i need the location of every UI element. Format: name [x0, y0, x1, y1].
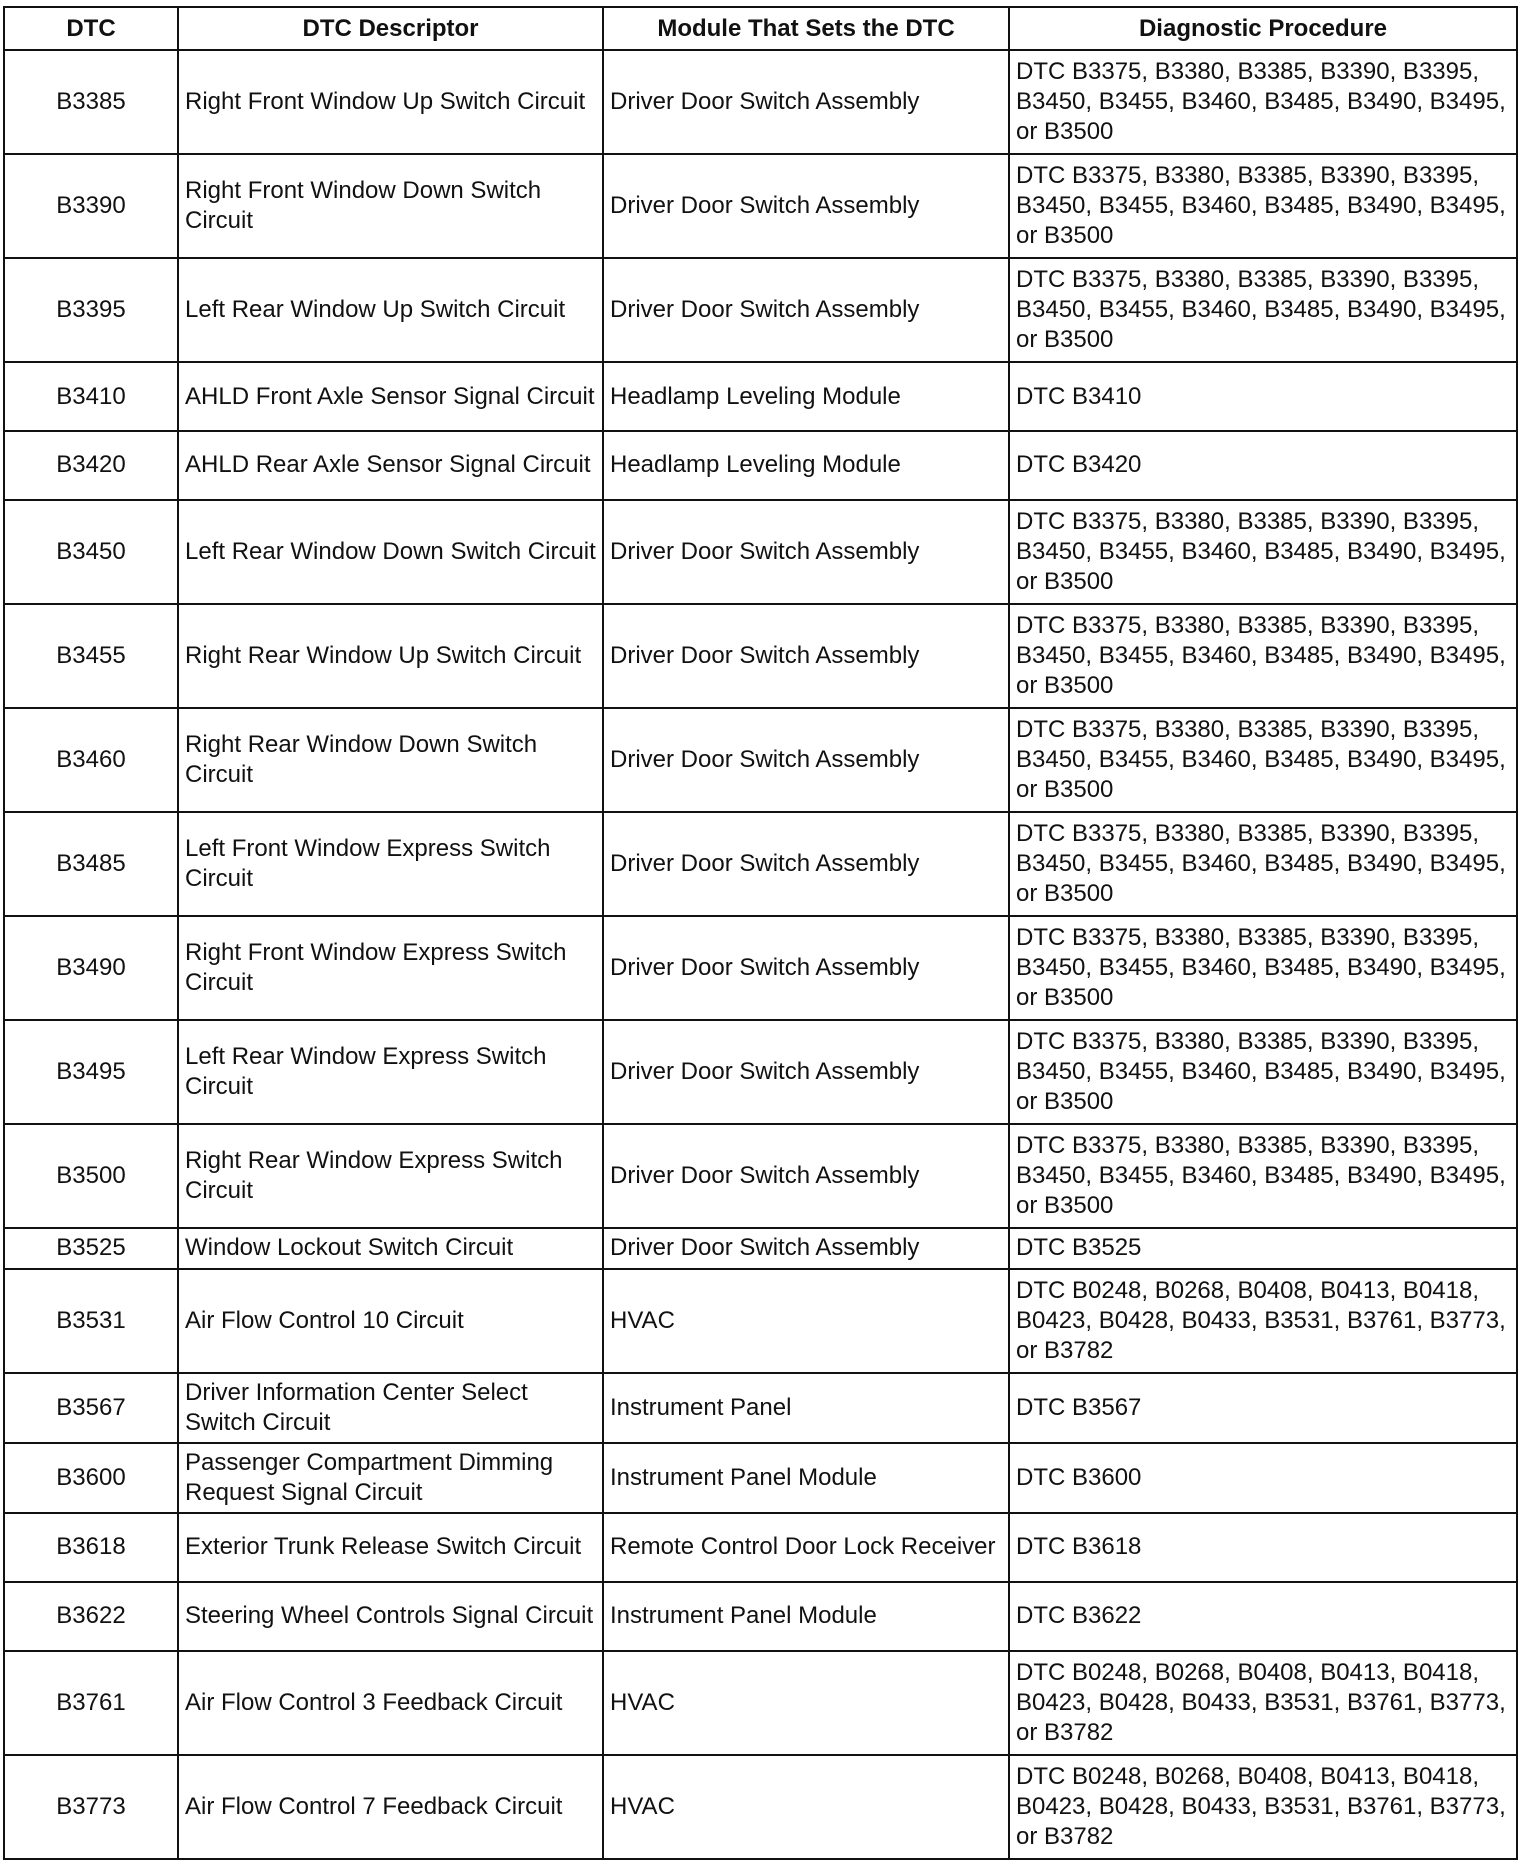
cell-dtc: B3395 [4, 258, 178, 362]
cell-procedure: DTC B3375, B3380, B3385, B3390, B3395, B3450, B3455, B3460, B3485, B3490, B3495, or B3500 [1009, 500, 1517, 604]
cell-procedure: DTC B3375, B3380, B3385, B3390, B3395, B3450, B3455, B3460, B3485, B3490, B3495, or B3500 [1009, 50, 1517, 154]
cell-module: Driver Door Switch Assembly [603, 916, 1009, 1020]
cell-dtc: B3485 [4, 812, 178, 916]
cell-dtc: B3531 [4, 1269, 178, 1373]
cell-procedure: DTC B3375, B3380, B3385, B3390, B3395, B3450, B3455, B3460, B3485, B3490, B3495, or B3500 [1009, 258, 1517, 362]
table-row [4, 431, 1517, 500]
cell-module: Driver Door Switch Assembly [603, 50, 1009, 154]
cell-dtc: B3773 [4, 1755, 178, 1859]
cell-dtc: B3495 [4, 1020, 178, 1124]
cell-module: Remote Control Door Lock Receiver [603, 1513, 1009, 1582]
dtc-table [3, 6, 1518, 1860]
table-row [4, 604, 1517, 708]
cell-dtc: B3420 [4, 431, 178, 500]
cell-module: Driver Door Switch Assembly [603, 1020, 1009, 1124]
table-row [4, 1020, 1517, 1124]
cell-descriptor: Right Front Window Down Switch Circuit [178, 154, 603, 258]
cell-dtc: B3460 [4, 708, 178, 812]
cell-procedure: DTC B3375, B3380, B3385, B3390, B3395, B3450, B3455, B3460, B3485, B3490, B3495, or B3500 [1009, 916, 1517, 1020]
header-descriptor: DTC Descriptor [178, 7, 603, 50]
cell-dtc: B3525 [4, 1228, 178, 1269]
table-row [4, 50, 1517, 154]
cell-descriptor: Passenger Compartment Dimming Request Signal Circuit [178, 1443, 603, 1513]
table-row [4, 1443, 1517, 1513]
cell-dtc: B3618 [4, 1513, 178, 1582]
table-row [4, 1228, 1517, 1269]
cell-dtc: B3567 [4, 1373, 178, 1443]
cell-procedure: DTC B0248, B0268, B0408, B0413, B0418, B0423, B0428, B0433, B3531, B3761, B3773, or B3782 [1009, 1651, 1517, 1755]
header-dtc: DTC [4, 7, 178, 50]
cell-descriptor: Window Lockout Switch Circuit [178, 1228, 603, 1269]
cell-procedure: DTC B3375, B3380, B3385, B3390, B3395, B3450, B3455, B3460, B3485, B3490, B3495, or B3500 [1009, 708, 1517, 812]
cell-procedure: DTC B0248, B0268, B0408, B0413, B0418, B0423, B0428, B0433, B3531, B3761, B3773, or B3782 [1009, 1755, 1517, 1859]
cell-dtc: B3450 [4, 500, 178, 604]
table-row [4, 1373, 1517, 1443]
cell-descriptor: AHLD Front Axle Sensor Signal Circuit [178, 362, 603, 431]
cell-procedure: DTC B3375, B3380, B3385, B3390, B3395, B3450, B3455, B3460, B3485, B3490, B3495, or B3500 [1009, 154, 1517, 258]
cell-descriptor: Air Flow Control 3 Feedback Circuit [178, 1651, 603, 1755]
cell-procedure: DTC B3375, B3380, B3385, B3390, B3395, B3450, B3455, B3460, B3485, B3490, B3495, or B3500 [1009, 1124, 1517, 1228]
cell-dtc: B3500 [4, 1124, 178, 1228]
cell-dtc: B3490 [4, 916, 178, 1020]
table-row [4, 258, 1517, 362]
cell-descriptor: Left Rear Window Express Switch Circuit [178, 1020, 603, 1124]
cell-descriptor: Exterior Trunk Release Switch Circuit [178, 1513, 603, 1582]
cell-descriptor: Right Rear Window Up Switch Circuit [178, 604, 603, 708]
cell-dtc: B3622 [4, 1582, 178, 1651]
cell-dtc: B3385 [4, 50, 178, 154]
cell-procedure: DTC B0248, B0268, B0408, B0413, B0418, B0423, B0428, B0433, B3531, B3761, B3773, or B3782 [1009, 1269, 1517, 1373]
cell-module: Headlamp Leveling Module [603, 362, 1009, 431]
cell-procedure: DTC B3375, B3380, B3385, B3390, B3395, B3450, B3455, B3460, B3485, B3490, B3495, or B3500 [1009, 1020, 1517, 1124]
table-body [4, 50, 1517, 1859]
cell-dtc: B3410 [4, 362, 178, 431]
cell-descriptor: Left Front Window Express Switch Circuit [178, 812, 603, 916]
table-row [4, 1124, 1517, 1228]
table-row [4, 362, 1517, 431]
cell-module: Driver Door Switch Assembly [603, 708, 1009, 812]
cell-module: Driver Door Switch Assembly [603, 154, 1009, 258]
table-row [4, 1755, 1517, 1859]
cell-procedure: DTC B3410 [1009, 362, 1517, 431]
cell-descriptor: Right Front Window Up Switch Circuit [178, 50, 603, 154]
cell-module: HVAC [603, 1755, 1009, 1859]
cell-dtc: B3455 [4, 604, 178, 708]
table-row [4, 812, 1517, 916]
cell-module: Driver Door Switch Assembly [603, 500, 1009, 604]
cell-procedure: DTC B3420 [1009, 431, 1517, 500]
cell-procedure: DTC B3618 [1009, 1513, 1517, 1582]
cell-descriptor: Driver Information Center Select Switch Circuit [178, 1373, 603, 1443]
cell-procedure: DTC B3375, B3380, B3385, B3390, B3395, B3450, B3455, B3460, B3485, B3490, B3495, or B3500 [1009, 604, 1517, 708]
cell-procedure: DTC B3567 [1009, 1373, 1517, 1443]
cell-module: HVAC [603, 1651, 1009, 1755]
table-header [4, 7, 1517, 50]
table-row [4, 500, 1517, 604]
cell-descriptor: Right Rear Window Express Switch Circuit [178, 1124, 603, 1228]
cell-module: Instrument Panel Module [603, 1443, 1009, 1513]
table-row [4, 708, 1517, 812]
cell-dtc: B3390 [4, 154, 178, 258]
table-row [4, 1651, 1517, 1755]
cell-module: Driver Door Switch Assembly [603, 812, 1009, 916]
cell-descriptor: Right Front Window Express Switch Circuit [178, 916, 603, 1020]
cell-procedure: DTC B3525 [1009, 1228, 1517, 1269]
header-row [4, 7, 1517, 50]
cell-module: Driver Door Switch Assembly [603, 258, 1009, 362]
cell-dtc: B3600 [4, 1443, 178, 1513]
cell-procedure: DTC B3375, B3380, B3385, B3390, B3395, B3450, B3455, B3460, B3485, B3490, B3495, or B3500 [1009, 812, 1517, 916]
cell-procedure: DTC B3622 [1009, 1582, 1517, 1651]
table-row [4, 1513, 1517, 1582]
cell-dtc: B3761 [4, 1651, 178, 1755]
cell-descriptor: Air Flow Control 7 Feedback Circuit [178, 1755, 603, 1859]
cell-descriptor: Air Flow Control 10 Circuit [178, 1269, 603, 1373]
cell-descriptor: Right Rear Window Down Switch Circuit [178, 708, 603, 812]
cell-module: Driver Door Switch Assembly [603, 604, 1009, 708]
cell-descriptor: Left Rear Window Up Switch Circuit [178, 258, 603, 362]
table-row [4, 154, 1517, 258]
cell-procedure: DTC B3600 [1009, 1443, 1517, 1513]
cell-module: Instrument Panel [603, 1373, 1009, 1443]
cell-descriptor: Left Rear Window Down Switch Circuit [178, 500, 603, 604]
header-module: Module That Sets the DTC [603, 7, 1009, 50]
cell-module: Driver Door Switch Assembly [603, 1228, 1009, 1269]
cell-descriptor: Steering Wheel Controls Signal Circuit [178, 1582, 603, 1651]
cell-descriptor: AHLD Rear Axle Sensor Signal Circuit [178, 431, 603, 500]
table-row [4, 1582, 1517, 1651]
cell-module: Headlamp Leveling Module [603, 431, 1009, 500]
table-row [4, 916, 1517, 1020]
cell-module: Instrument Panel Module [603, 1582, 1009, 1651]
header-procedure: Diagnostic Procedure [1009, 7, 1517, 50]
cell-module: HVAC [603, 1269, 1009, 1373]
table-row [4, 1269, 1517, 1373]
cell-module: Driver Door Switch Assembly [603, 1124, 1009, 1228]
